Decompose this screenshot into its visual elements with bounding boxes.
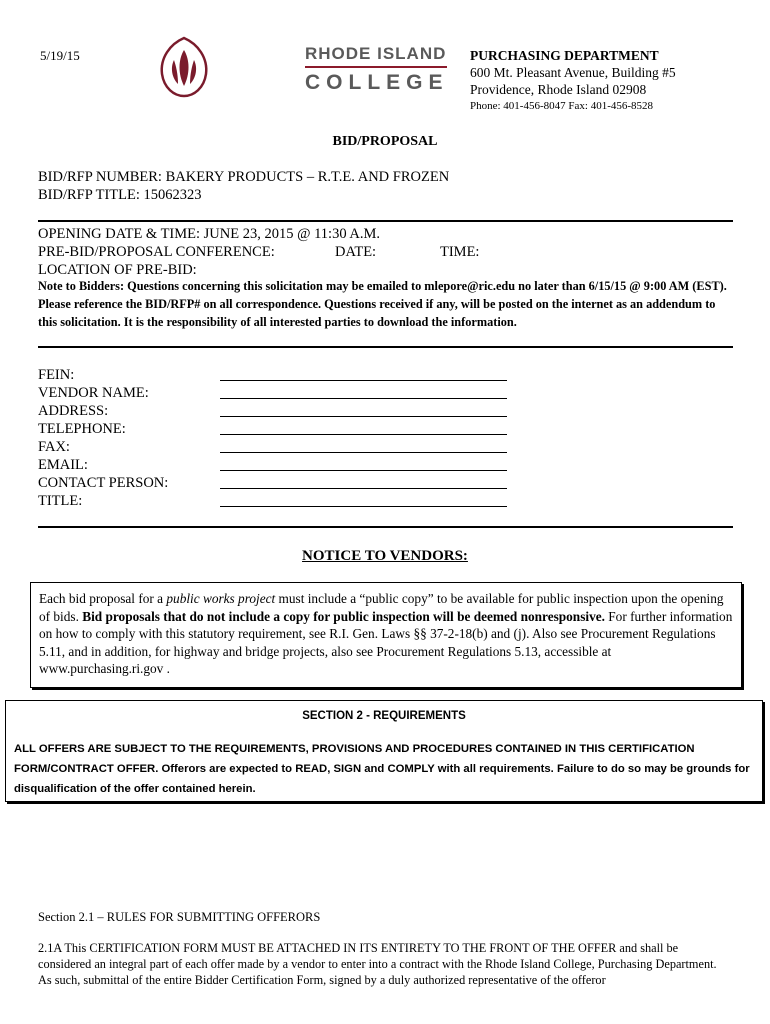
logo-line2: COLLEGE <box>305 71 449 94</box>
notice-text-5: For further information on how to comply with this statutory requirement, see R.I. Gen. Laws §§ 37-2-18(b) and (j). Also see Procurement Regulations 5.11, and in addition, for highway and bridge projects, also see Procurement Regulations 5.13, accessible at www.purchasing.ri.gov . <box>39 608 733 676</box>
address-label: ADDRESS: <box>38 403 109 419</box>
fax-field[interactable] <box>220 452 507 453</box>
fein-label: FEIN: <box>38 367 75 383</box>
college-logo <box>305 44 453 95</box>
section21-paragraph: 2.1A This CERTIFICATION FORM MUST BE ATTACHED IN ITS ENTIRETY TO THE FRONT OF THE OFFER and shall be considered an integral part of each offer made by a vendor to enter into a contract with the Rhode Island College, Purchasing Department. As such, submittal of the entire Bidder Certification Form, signed by a duly authorized representative of the offeror <box>38 941 717 987</box>
bid-title: BID/RFP TITLE: 15062323 <box>38 187 202 203</box>
section2-heading: SECTION 2 - REQUIREMENTS <box>302 710 466 722</box>
address-line1: 600 Mt. Pleasant Avenue, Building #5 <box>470 65 676 80</box>
section21-heading: Section 2.1 – RULES FOR SUBMITTING OFFERORS <box>38 910 321 924</box>
address-field[interactable] <box>220 416 507 417</box>
fax-label: FAX: <box>38 439 70 455</box>
telephone-field[interactable] <box>220 434 507 435</box>
opening-date: OPENING DATE & TIME: JUNE 23, 2015 @ 11:30 A.M. <box>38 226 381 242</box>
telephone-label: TELEPHONE: <box>38 421 126 437</box>
notice-box <box>30 582 742 688</box>
notice-text <box>31 583 741 685</box>
department-title: PURCHASING DEPARTMENT <box>470 48 659 63</box>
phone-fax: Phone: 401-456-8047 Fax: 401-456-8528 <box>470 100 654 112</box>
vendor-name-field[interactable] <box>220 398 507 399</box>
title-field[interactable] <box>220 506 507 507</box>
address-line2: Providence, Rhode Island 02908 <box>470 82 647 97</box>
fein-field[interactable] <box>220 380 507 381</box>
section2-text: ALL OFFERS ARE SUBJECT TO THE REQUIREMENTS, PROVISIONS AND PROCEDURES CONTAINED IN THIS CERTIFICATION FORM/CONTRACT OFFER. Offerors are expected to READ, SIGN and COMPLY with all requirements. Failure to do so may be grounds for disqualification of the offer contained herein. <box>14 743 750 795</box>
notice-text-bold: Bid proposals that do not include a copy for public inspection will be deemed nonresponsive. <box>82 608 605 624</box>
divider <box>38 346 733 348</box>
logo-line1: RHODE ISLAND <box>305 44 447 63</box>
prebid-conference-label: PRE-BID/PROPOSAL CONFERENCE: <box>38 244 275 260</box>
document-date: 5/19/15 <box>40 48 80 63</box>
section2-box <box>5 700 763 802</box>
divider <box>38 526 733 528</box>
notice-text-3: must include a “public copy” to be available for public inspection upon the opening of bids. <box>39 591 724 624</box>
prebid-time-label: TIME: <box>440 244 480 260</box>
notice-text-1: Each bid proposal for a <box>39 591 167 606</box>
college-seal-icon <box>158 36 210 98</box>
notice-text-italic: public works project <box>166 591 276 606</box>
prebid-location-label: LOCATION OF PRE-BID: <box>38 262 197 278</box>
divider <box>38 220 733 222</box>
department-address <box>470 47 676 115</box>
page-title: BID/PROPOSAL <box>332 134 438 149</box>
email-label: EMAIL: <box>38 457 88 473</box>
prebid-date-label: DATE: <box>335 244 377 260</box>
contact-person-label: CONTACT PERSON: <box>38 475 169 491</box>
vendor-field-labels <box>38 366 168 510</box>
notice-title: NOTICE TO VENDORS: <box>302 548 468 564</box>
logo-rule <box>305 66 447 68</box>
email-field[interactable] <box>220 470 507 471</box>
title-label: TITLE: <box>38 493 83 509</box>
contact-person-field[interactable] <box>220 488 507 489</box>
note-to-bidders: Note to Bidders: Questions concerning this solicitation may be emailed to mlepore@ric.edu no later than 6/15/15 @ 9:00 AM (EST). Please reference the BID/RFP# on all correspondence. Questions received if any, will be posted on the internet as an addendum to this solicitation. It is the responsibility of all interested parties to download the information. <box>38 279 727 329</box>
bid-number: BID/RFP NUMBER: BAKERY PRODUCTS – R.T.E. AND FROZEN <box>38 169 450 185</box>
vendor-name-label: VENDOR NAME: <box>38 385 149 401</box>
